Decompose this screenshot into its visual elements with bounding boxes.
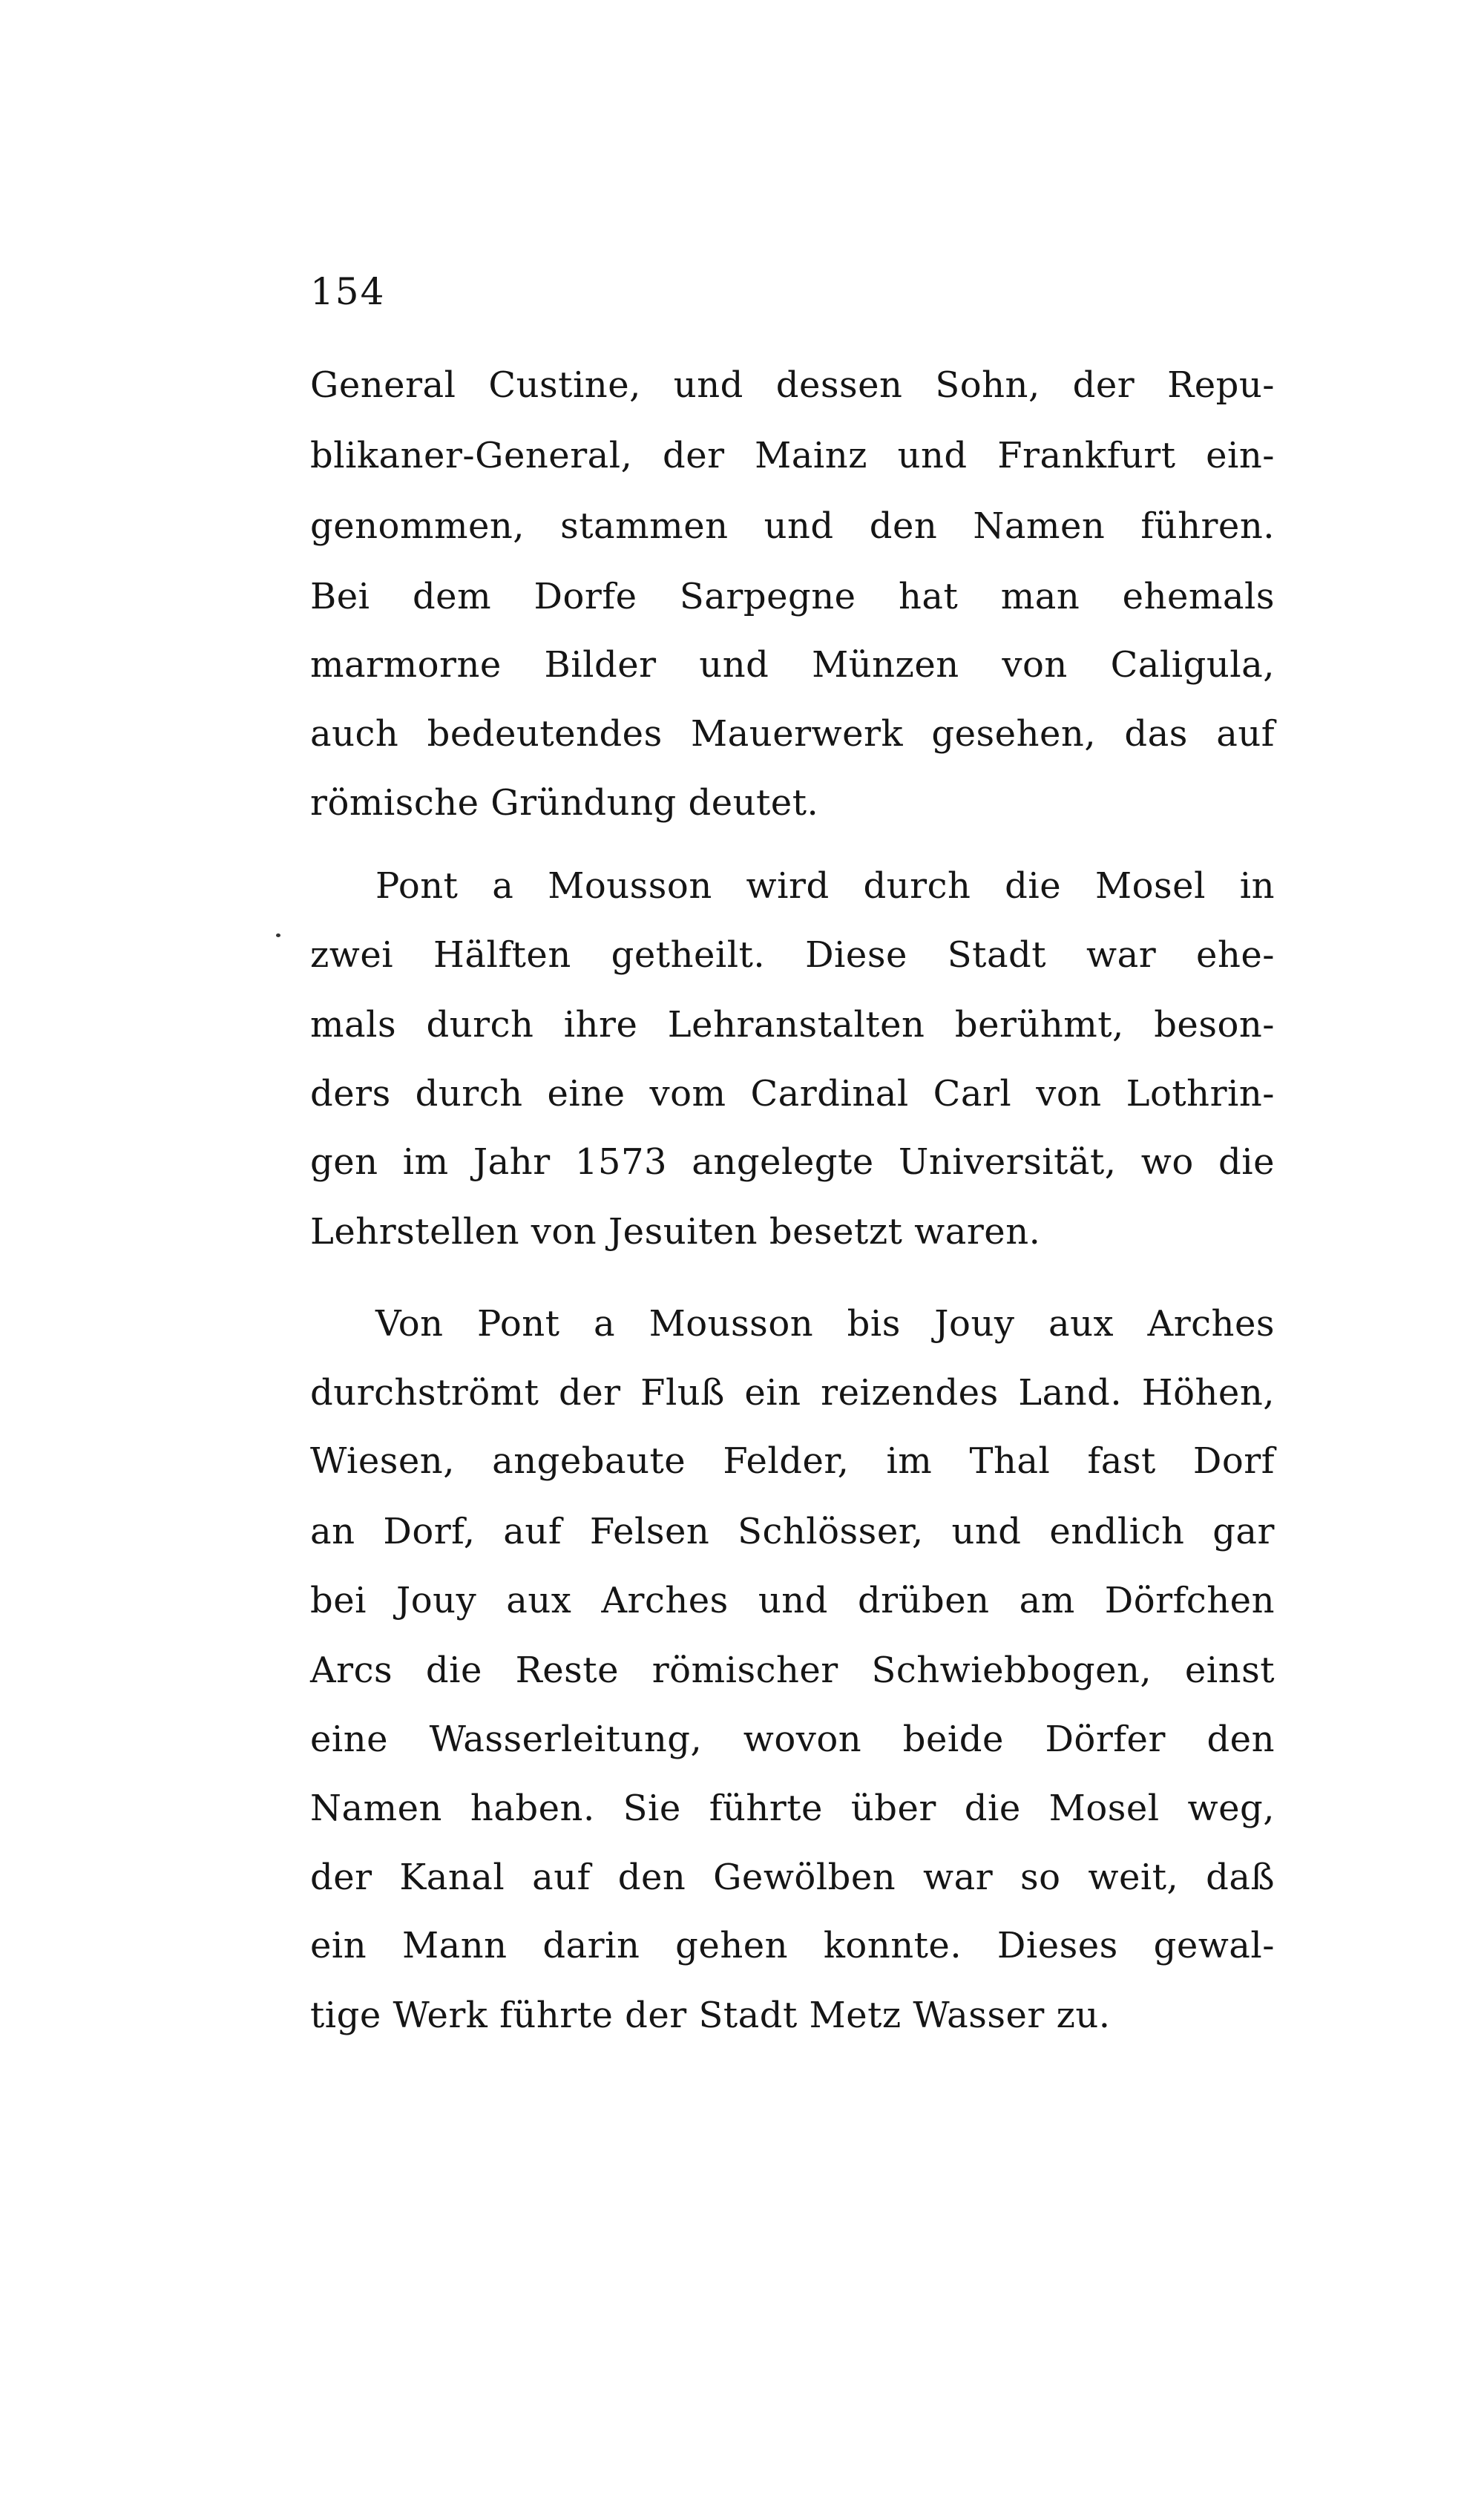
- text-line: durchströmt der Fluß ein reizendes Land. Höhen,: [310, 1372, 1275, 1414]
- text-line: ein Mann darin gehen konnte. Dieses gewal-: [310, 1925, 1275, 1966]
- text-line: der Kanal auf den Gewölben war so weit, daß: [310, 1857, 1275, 1898]
- text-line: genommen, stammen und den Namen führen.: [310, 505, 1275, 547]
- text-line: Arcs die Reste römischer Schwiebbogen, einst: [310, 1650, 1275, 1691]
- text-line: Bei dem Dorfe Sarpegne hat man ehemals: [310, 576, 1275, 617]
- text-line: Namen haben. Sie führte über die Mosel weg,: [310, 1788, 1275, 1829]
- text-line: Lehrstellen von Jesuiten besetzt waren.: [310, 1211, 1041, 1253]
- text-line: Von Pont a Mousson bis Jouy aux Arches: [375, 1303, 1275, 1345]
- text-line: Pont a Mousson wird durch die Mosel in: [375, 865, 1275, 907]
- text-line: auch bedeutendes Mauerwerk gesehen, das auf: [310, 713, 1275, 755]
- text-line: eine Wasserleitung, wovon beide Dörfer den: [310, 1719, 1275, 1760]
- text-line: mals durch ihre Lehranstalten berühmt, beson-: [310, 1004, 1275, 1046]
- page-number: 154: [310, 270, 386, 313]
- text-line: tige Werk führte der Stadt Metz Wasser zu.: [310, 1995, 1111, 2036]
- scan-speck: [276, 933, 280, 937]
- text-line: blikaner-General, der Mainz und Frankfurt ein-: [310, 435, 1275, 476]
- text-line: zwei Hälften getheilt. Diese Stadt war ehe-: [310, 934, 1275, 976]
- text-line: römische Gründung deutet.: [310, 782, 819, 824]
- text-line: gen im Jahr 1573 angelegte Universität, wo die: [310, 1141, 1275, 1183]
- text-line: an Dorf, auf Felsen Schlösser, und endlich gar: [310, 1511, 1275, 1552]
- text-line: marmorne Bilder und Münzen von Caligula,: [310, 644, 1275, 686]
- text-line: bei Jouy aux Arches und drüben am Dörfchen: [310, 1580, 1275, 1621]
- text-line: General Custine, und dessen Sohn, der Repu-: [310, 364, 1275, 406]
- text-line: Wiesen, angebaute Felder, im Thal fast Dorf: [310, 1440, 1275, 1482]
- text-line: ders durch eine vom Cardinal Carl von Lothrin-: [310, 1073, 1275, 1115]
